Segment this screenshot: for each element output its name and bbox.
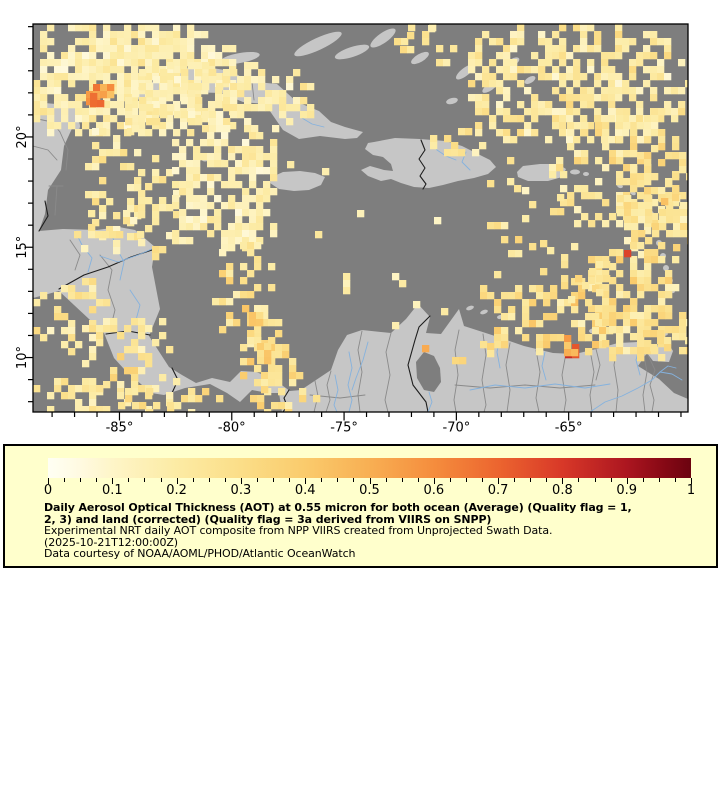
colorbar-minor-tick <box>611 478 612 482</box>
colorbar-tick-label: 0.2 <box>166 483 187 498</box>
colorbar-tick-label: 0.5 <box>359 483 380 498</box>
colorbar-minor-tick <box>595 478 596 482</box>
colorbar-minor-tick <box>289 478 290 482</box>
colorbar-minor-tick <box>402 478 403 482</box>
colorbar-tick-label: 0 <box>43 483 53 498</box>
colorbar-tick-label: 0.8 <box>552 483 573 498</box>
colorbar-minor-tick <box>450 478 451 482</box>
colorbar-tick-label: 0.6 <box>423 483 445 498</box>
colorbar-tick-label: 1 <box>686 483 696 498</box>
svg-text:-70°: -70° <box>442 420 471 436</box>
caption-credit: Data courtesy of NOAA/AOML/PHOD/Atlantic OceanWatch <box>44 547 356 561</box>
svg-text:-75°: -75° <box>330 420 358 436</box>
colorbar-minor-tick <box>466 478 467 482</box>
colorbar-tick-label: 0.3 <box>230 483 252 498</box>
svg-text:-65°: -65° <box>554 420 583 436</box>
colorbar-minor-tick <box>578 478 579 482</box>
svg-text:10°: 10° <box>15 346 30 370</box>
colorbar-gradient <box>48 458 691 478</box>
colorbar-tick-label: 0.7 <box>487 483 509 498</box>
colorbar-minor-tick <box>546 478 547 482</box>
colorbar-tick-label: 0.9 <box>616 483 638 498</box>
caption-title-line2: 2, 3) and land (corrected) (Quality flag = 3a derived from VIIRS on SNPP) <box>44 512 492 526</box>
colorbar-minor-tick <box>96 478 97 482</box>
colorbar-minor-tick <box>337 478 338 482</box>
colorbar-minor-tick <box>80 478 81 482</box>
colorbar-tick-label: 0.4 <box>294 483 316 498</box>
caption-timestamp: (2025-10-21T12:00:00Z) <box>44 535 178 549</box>
caption-title-line1: Daily Aerosol Optical Thickness (AOT) at 0.55 micron for both ocean (Average) (Quality flag = 1, <box>44 501 632 514</box>
colorbar-minor-tick <box>659 478 660 482</box>
colorbar-tick-label: 0.1 <box>101 483 123 498</box>
colorbar-minor-tick <box>643 478 644 482</box>
legend-panel <box>3 444 718 568</box>
colorbar-minor-tick <box>144 478 145 482</box>
colorbar-minor-tick <box>386 478 387 482</box>
colorbar-minor-tick <box>418 478 419 482</box>
svg-text:15°: 15° <box>15 235 30 259</box>
svg-text:-80°: -80° <box>217 420 246 436</box>
caption-subtitle: Experimental NRT daily AOT composite from NPP VIIRS created from Unprojected Swath Data. <box>44 524 553 538</box>
legend-caption <box>44 502 632 560</box>
colorbar-minor-tick <box>64 478 65 482</box>
colorbar-minor-tick <box>209 478 210 482</box>
svg-text:20°: 20° <box>15 125 30 149</box>
colorbar-minor-tick <box>675 478 676 482</box>
colorbar-minor-tick <box>530 478 531 482</box>
colorbar-minor-tick <box>128 478 129 482</box>
svg-text:-85°: -85° <box>105 420 134 436</box>
colorbar-minor-tick <box>225 478 226 482</box>
colorbar-minor-tick <box>257 478 258 482</box>
colorbar-minor-tick <box>161 478 162 482</box>
colorbar-minor-tick <box>321 478 322 482</box>
colorbar-minor-tick <box>482 478 483 482</box>
colorbar-minor-tick <box>193 478 194 482</box>
colorbar-minor-tick <box>273 478 274 482</box>
colorbar-minor-tick <box>353 478 354 482</box>
colorbar-minor-tick <box>514 478 515 482</box>
